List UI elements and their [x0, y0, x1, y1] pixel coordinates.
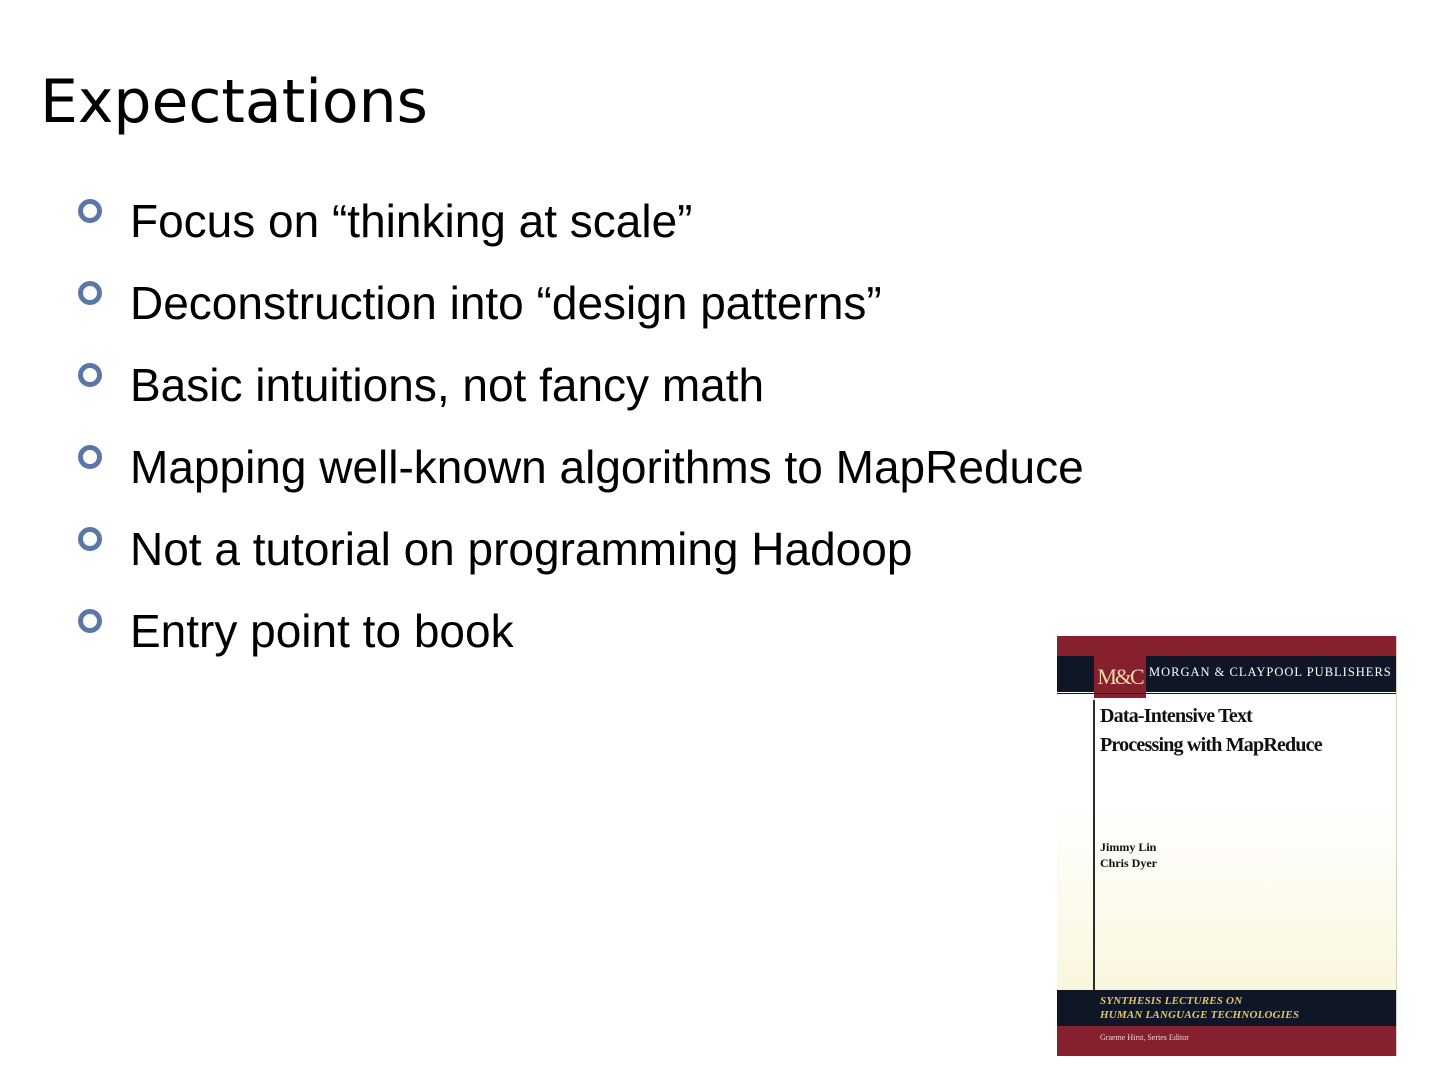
circle-bullet-icon: [78, 281, 102, 305]
bullet-item: [78, 426, 1084, 508]
circle-bullet-icon: [78, 609, 102, 633]
cover-spine-line: [1093, 700, 1095, 990]
bullet-text: Deconstruction into “design patterns”: [130, 277, 882, 329]
book-cover-image: [1057, 636, 1397, 1056]
book-title-line: Data-Intensive Text: [1100, 705, 1253, 727]
bullet-item: [78, 590, 1084, 672]
series-editor: Graeme Hirst, Series Editor: [1100, 1033, 1189, 1042]
bullet-text: Mapping well-known algorithms to MapReduce: [130, 441, 1084, 493]
book-series: [1100, 994, 1299, 1022]
book-authors: [1100, 839, 1157, 871]
book-series-line: SYNTHESIS LECTURES ON: [1100, 995, 1243, 1007]
bullet-item: [78, 344, 1084, 426]
book-author: Chris Dyer: [1100, 856, 1157, 870]
bullet-list: [78, 180, 1084, 672]
book-series-line: HUMAN LANGUAGE TECHNOLOGIES: [1100, 1009, 1300, 1021]
bullet-text: Focus on “thinking at scale”: [130, 195, 693, 247]
bullet-text: Entry point to book: [130, 605, 514, 657]
bullet-item: [78, 508, 1084, 590]
cover-top-band: [1057, 636, 1397, 656]
cover-divider: [1057, 693, 1397, 694]
slide-title: Expectations: [40, 67, 428, 137]
book-title-line: Processing with MapReduce: [1100, 734, 1322, 756]
circle-bullet-icon: [78, 199, 102, 223]
circle-bullet-icon: [78, 527, 102, 551]
bullet-text: Not a tutorial on programming Hadoop: [130, 523, 913, 575]
book-title: [1100, 702, 1390, 760]
bullet-item: [78, 180, 1084, 262]
publisher-name: MORGAN & CLAYPOOL PUBLISHERS: [1149, 665, 1392, 679]
circle-bullet-icon: [78, 363, 102, 387]
publisher-logo: M&C: [1094, 656, 1146, 698]
book-author: Jimmy Lin: [1100, 840, 1157, 854]
bullet-text: Basic intuitions, not fancy math: [130, 359, 765, 411]
bullet-item: [78, 262, 1084, 344]
circle-bullet-icon: [78, 445, 102, 469]
